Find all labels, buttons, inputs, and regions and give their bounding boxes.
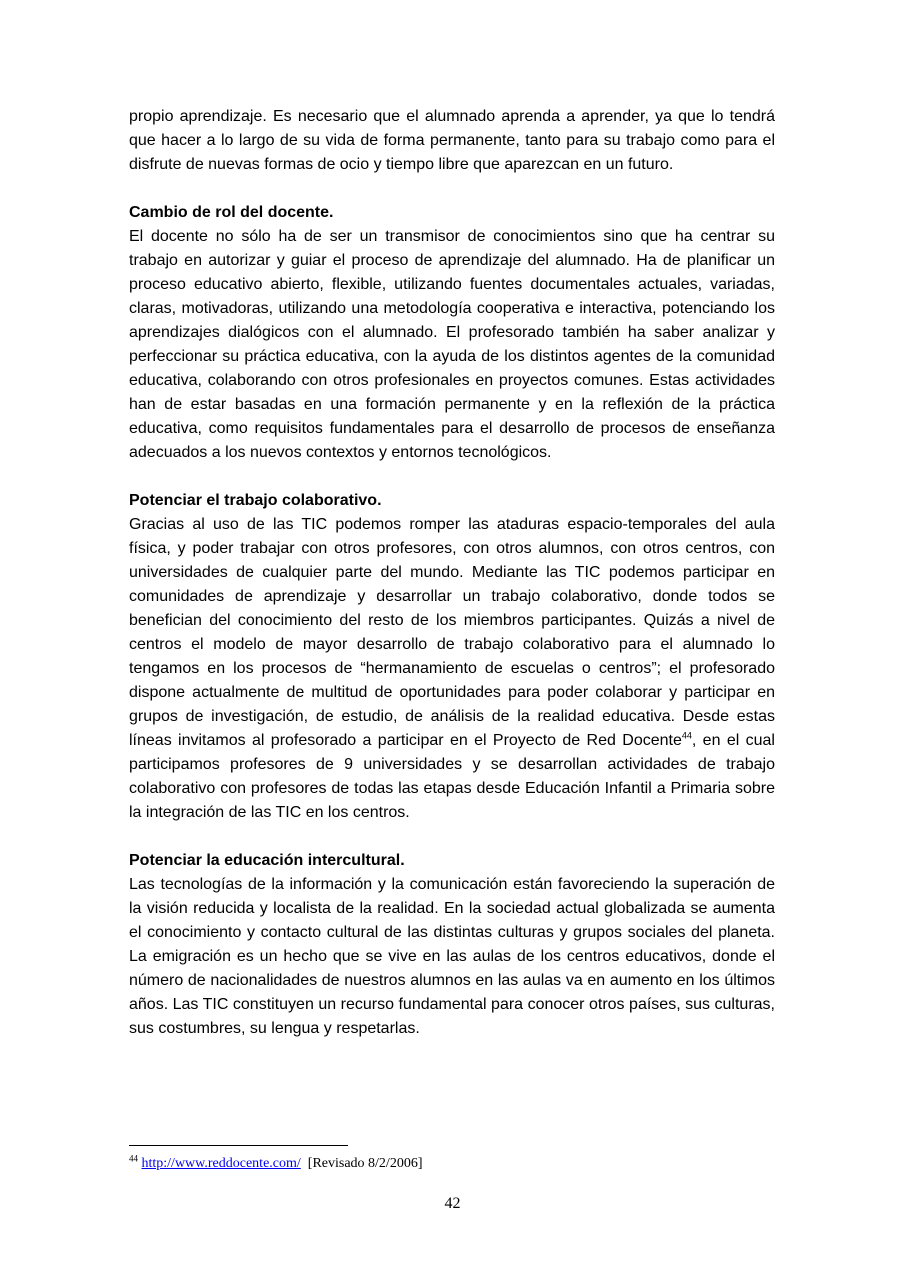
footnote-number: 44 [129, 1153, 138, 1164]
body-text-after-ref: , en el cual participamos profesores de 9 universidades y se desarrollan actividades de trabajo colaborativo con profesores de todas las etapas desde Educación Infantil a Primaria sobre la integración de las TIC en los centros. [129, 732, 775, 821]
body-text-before-ref: Gracias al uso de las TIC podemos romper las ataduras espacio-temporales del aula física, y poder trabajar con otros profesores, con otros alumnos, con otros centros, con universidades de cualquier parte del mundo. Mediante las TIC podemos participar en comunidades de aprendizaje y desarrollar un trabajo colaborativo, donde todos se benefician del conocimiento del resto de los miembros participantes. Quizás a nivel de centros el modelo de mayor desarrollo de trabajo colaborativo para el alumnado lo tengamos en los procesos de “hermanamiento de escuelas o centros”; el profesorado dispone actualmente de multitud de oportunidades para poder colaborar y participar en grupos de investigación, de estudio, de análisis de la realidad educativa. Desde estas líneas invitamos al profesorado a participar en el Proyecto de Red Docente [129, 516, 775, 749]
section-body-educacion-intercultural: Las tecnologías de la información y la comunicación están favoreciendo la superación de la visión reducida y localista de la realidad. En la sociedad actual globalizada se aumenta el conocimiento y contacto cultural de las distintas culturas y grupos sociales del planeta. La emigración es un hecho que se vive en las aulas de los centros educativos, donde el número de nacionalidades de nuestros alumnos en las aulas va en aumento en los últimos años. Las TIC constituyen un recurso fundamental para conocer otros países, sus culturas, sus costumbres, su lengua y respetarlas. [129, 876, 775, 1037]
section-heading-educacion-intercultural: Potenciar la educación intercultural. [129, 852, 405, 869]
footnote [129, 1155, 775, 1173]
intro-paragraph: propio aprendizaje. Es necesario que el alumnado aprenda a aprender, ya que lo tendrá que hacer a lo largo de su vida de forma permanente, tanto para su trabajo como para el disfrute de nuevas formas de ocio y tiempo libre que aparezcan en un futuro. [129, 108, 775, 173]
body-text [129, 105, 775, 1041]
section-heading-trabajo-colaborativo: Potenciar el trabajo colaborativo. [129, 492, 382, 509]
footnote-reference[interactable]: 44 [681, 730, 692, 741]
section-body-rol-docente: El docente no sólo ha de ser un transmisor de conocimientos sino que ha centrar su trabajo en autorizar y guiar el proceso de aprendizaje del alumnado. Ha de planificar un proceso educativo abierto, flexible, utilizando fuentes documentales actuales, variadas, claras, motivadoras, utilizando una metodología cooperativa e interactiva, potenciando los aprendizajes dialógicos con el alumnado. El profesorado también ha saber analizar y perfeccionar su práctica educativa, con la ayuda de los distintos agentes de la comunidad educativa, colaborando con otros profesionales en proyectos comunes. Estas actividades han de estar basadas en una formación permanente y en la reflexión de la práctica educativa, como requisitos fundamentales para el desarrollo de procesos de enseñanza adecuados a los nuevos contextos y entornos tecnológicos. [129, 228, 775, 461]
footnote-link[interactable]: http://www.reddocente.com/ [141, 1156, 301, 1171]
footnote-note: [Revisado 8/2/2006] [307, 1156, 423, 1171]
section-heading-rol-docente: Cambio de rol del docente. [129, 204, 334, 221]
page-number: 42 [444, 1195, 461, 1212]
section-body-trabajo-colaborativo [129, 513, 775, 825]
footnote-separator [129, 1145, 348, 1146]
